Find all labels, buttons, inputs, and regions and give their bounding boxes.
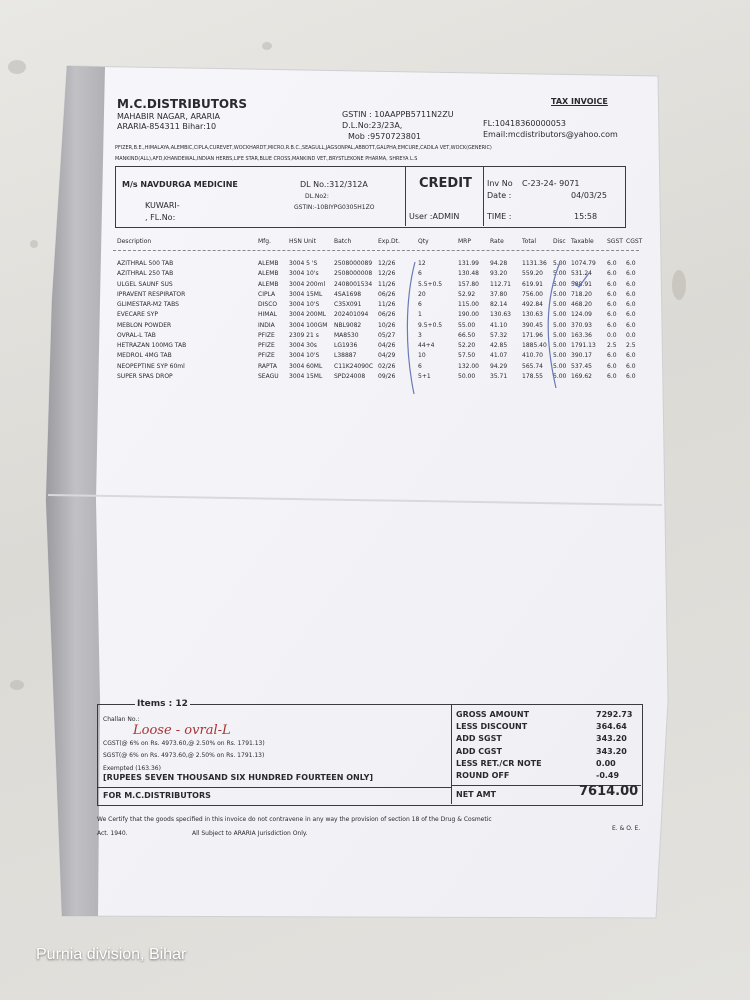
col-batch: 202401094: [334, 311, 369, 319]
col-rate: 82.14: [490, 301, 508, 308]
col-mrp: 66.50: [458, 331, 476, 339]
col-taxable: 468.20: [571, 301, 592, 308]
col-qty: 1: [418, 311, 422, 319]
col-mfg: PFIZE: [258, 342, 275, 349]
col-total: 1885.40: [522, 342, 547, 349]
col-qty: 12: [418, 260, 426, 267]
time-label: TIME :: [487, 212, 512, 221]
company-name: M.C.DISTRIBUTORS: [117, 97, 247, 111]
col-batch: C11K24090C: [334, 362, 374, 370]
col-mfg: ALEMB: [258, 270, 279, 278]
total-label: LESS RET./CR NOTE: [456, 758, 542, 768]
col-disc: 5.00: [553, 362, 567, 370]
col-total: 410.70: [522, 352, 543, 360]
cgst-breakdown: CGST(@ 6% on Rs. 4973.60,@ 2.50% on Rs. 1791.13): [103, 740, 265, 747]
col-disc: 5.00: [553, 260, 567, 267]
col-taxable: 531.24: [571, 270, 592, 278]
col-mfg: RAPTA: [258, 362, 277, 370]
total-value: 7292.73: [596, 710, 633, 719]
col-disc: 5.00: [553, 311, 567, 319]
total-value: -0.49: [596, 771, 620, 780]
col-disc: 5.00: [553, 301, 567, 308]
col-expiry: 12/26: [378, 270, 396, 278]
col-rate: 94.29: [490, 362, 508, 370]
net-amount-label: NET AMT: [456, 790, 497, 799]
column-header-mfg: Mfg.: [258, 238, 272, 245]
col-hsn: 3004 200ml: [289, 280, 326, 288]
total-value: 343.20: [596, 734, 627, 744]
col-disc: 5.00: [553, 280, 567, 288]
col-total: 171.96: [522, 331, 543, 339]
col-batch: 2508000089: [334, 260, 373, 267]
col-disc: 5.00: [553, 352, 567, 360]
photo-caption: Purnia division, Bihar: [36, 946, 187, 963]
col-batch: SPD24008: [334, 372, 366, 380]
col-taxable: 169.62: [571, 372, 592, 380]
payment-mode: CREDIT: [419, 176, 472, 191]
party-dl2: DL.No2:: [305, 193, 329, 200]
col-description: MEBLON POWDER: [117, 321, 172, 329]
col-qty: 9.5+0.5: [418, 321, 443, 329]
col-disc: 5.00: [553, 321, 567, 329]
col-cgst: 6.0: [626, 362, 636, 370]
date-label: Date :: [487, 191, 512, 200]
sgst-breakdown: SGST(@ 6% on Rs. 4973.60,@ 2.50% on Rs. 1791.13): [103, 752, 265, 759]
col-taxable: 718.20: [571, 290, 592, 298]
col-hsn: 3004 200ML: [289, 311, 327, 319]
col-expiry: 11/26: [378, 280, 396, 288]
col-total: 492.84: [522, 301, 543, 308]
exempted-amount: Exempted (163.36): [103, 765, 161, 772]
col-mfg: ALEMB: [258, 260, 279, 267]
col-mfg: INDIA: [258, 321, 275, 329]
total-label: LESS DISCOUNT: [456, 722, 528, 732]
for-company: FOR M.C.DISTRIBUTORS: [103, 791, 211, 800]
col-mfg: PFIZE: [258, 352, 275, 360]
col-total: 565.74: [522, 362, 543, 370]
column-header-sgst: SGST: [607, 238, 623, 245]
col-expiry: 04/29: [378, 352, 396, 360]
col-rate: 35.71: [490, 372, 508, 380]
col-mrp: 131.99: [458, 260, 479, 267]
col-taxable: 1074.79: [571, 260, 596, 267]
col-total: 390.45: [522, 321, 543, 329]
col-description: ULGEL SAUNF SUS: [117, 280, 173, 288]
column-header-cgst: CGST: [626, 238, 643, 245]
col-expiry: 02/26: [378, 362, 396, 370]
col-sgst: 6.0: [607, 362, 617, 370]
col-batch: L38887: [334, 352, 357, 360]
col-mfg: SEAGU: [258, 372, 279, 380]
col-description: AZITHRAL 250 TAB: [117, 270, 174, 278]
col-cgst: 6.0: [626, 270, 636, 278]
col-cgst: 6.0: [626, 260, 636, 267]
col-expiry: 11/26: [378, 301, 396, 308]
col-description: NEOPEPTINE SYP 60ml: [117, 362, 185, 370]
party-gstin: GSTIN:-10BIYPG0305H1ZO: [294, 204, 375, 211]
brand-list: MANKIND(ALL),AFD,KHANDEWAL,INDIAN HERBS,LIFE STAR,BLUE CROSS,MANKIND VET.,BRYSTLEKONE PHARMA, SHREYA L.S: [115, 156, 418, 162]
col-sgst: 0.0: [607, 331, 617, 339]
col-mrp: 55.00: [458, 321, 476, 329]
col-mfg: ALEMB: [258, 280, 279, 288]
eoe-text: E. & O. E.: [612, 825, 641, 832]
col-sgst: 6.0: [607, 260, 617, 267]
company-email: Email:mcdistributors@yahoo.com: [483, 130, 618, 139]
col-expiry: 06/26: [378, 311, 396, 319]
col-sgst: 6.0: [607, 301, 617, 308]
col-total: 756.00: [522, 290, 543, 298]
amount-in-words: [RUPEES SEVEN THOUSAND SIX HUNDRED FOURTEEN ONLY]: [103, 773, 374, 782]
col-mrp: 132.00: [458, 362, 479, 370]
col-mrp: 130.48: [458, 270, 479, 278]
total-value: 343.20: [596, 746, 627, 756]
column-header-disc: Disc: [553, 238, 566, 245]
handwritten-note: Loose - ovral-L: [133, 723, 231, 738]
column-header-batch: Batch: [334, 238, 352, 245]
col-sgst: 6.0: [607, 311, 617, 319]
col-hsn: 3004 10'S: [289, 352, 320, 360]
company-address: ARARIA-854311 Bihar:10: [117, 122, 217, 131]
party-place: KUWARI-: [145, 201, 180, 210]
col-description: GLIMESTAR-M2 TABS: [117, 301, 179, 308]
col-taxable: 163.36: [571, 331, 592, 339]
col-qty: 10: [418, 352, 426, 360]
col-disc: 5.00: [553, 290, 567, 298]
total-label: ADD CGST: [456, 746, 502, 756]
col-qty: 5.5+0.5: [418, 280, 443, 288]
col-taxable: 1791.13: [571, 342, 596, 349]
column-header-rate: Rate: [490, 238, 504, 245]
company-gstin: GSTIN : 10AAPPB5711N2ZU: [342, 110, 454, 119]
col-hsn: 3004 100GM: [289, 321, 328, 329]
certification-text: Act. 1940.: [97, 830, 128, 837]
col-rate: 37.80: [490, 290, 508, 298]
col-mrp: 157.80: [458, 280, 479, 288]
col-mrp: 50.00: [458, 372, 476, 380]
col-batch: 4SA1698: [334, 290, 362, 298]
col-mfg: PFIZE: [258, 331, 275, 339]
col-hsn: 3004 10'S: [289, 301, 320, 308]
total-label: GROSS AMOUNT: [456, 710, 530, 719]
col-mrp: 190.00: [458, 311, 479, 319]
company-fl: FL:10418360000053: [483, 119, 567, 128]
col-cgst: 6.0: [626, 352, 636, 360]
column-header-mrp: MRP: [458, 238, 471, 245]
company-mobile: Mob :9570723801: [348, 132, 422, 141]
col-qty: 5+1: [418, 372, 431, 380]
col-disc: 5.00: [553, 372, 567, 380]
col-hsn: 3004 30s: [289, 342, 317, 349]
col-total: 130.63: [522, 311, 543, 319]
col-description: SUPER SPAS DROP: [117, 372, 173, 380]
col-batch: LG1936: [334, 342, 358, 349]
col-description: MEDROL 4MG TAB: [117, 352, 172, 360]
col-rate: 42.85: [490, 342, 508, 349]
column-header-hsn: HSN Unit: [289, 238, 316, 245]
col-taxable: 588.91: [571, 280, 592, 288]
col-batch: 2508000008: [334, 270, 373, 278]
col-expiry: 12/26: [378, 260, 396, 267]
col-cgst: 6.0: [626, 372, 636, 380]
items-count: Items : 12: [137, 699, 188, 709]
col-sgst: 6.0: [607, 352, 617, 360]
total-value: 364.64: [596, 722, 627, 732]
challan-no: Challan No.:: [103, 716, 140, 723]
total-label: ADD SGST: [456, 734, 502, 744]
col-mfg: DISCO: [258, 301, 278, 308]
col-qty: 20: [418, 290, 426, 298]
col-cgst: 6.0: [626, 301, 636, 308]
column-header-taxable: Taxable: [571, 238, 594, 245]
col-hsn: 3004 15ML: [289, 372, 323, 380]
col-cgst: 6.0: [626, 280, 636, 288]
col-expiry: 06/26: [378, 290, 396, 298]
party-dl: DL No.:312/312A: [300, 180, 368, 189]
col-mfg: HIMAL: [258, 311, 277, 319]
col-rate: 93.20: [490, 270, 508, 278]
invoice-no: C-23-24- 9071: [522, 179, 580, 188]
col-description: HETRAZAN 100MG TAB: [117, 342, 187, 349]
col-expiry: 10/26: [378, 321, 396, 329]
document-type: TAX INVOICE: [551, 97, 608, 106]
col-mrp: 52.20: [458, 342, 476, 349]
col-hsn: 3004 60ML: [289, 362, 323, 370]
col-description: EVECARE SYP: [117, 311, 158, 319]
col-total: 1131.36: [522, 260, 547, 267]
column-header-qty: Qty: [418, 238, 429, 245]
col-rate: 112.71: [490, 280, 511, 288]
col-qty: 6: [418, 362, 422, 370]
col-qty: 44+4: [418, 342, 435, 349]
col-batch: MA8530: [334, 331, 359, 339]
col-mrp: 115.00: [458, 301, 479, 308]
col-cgst: 6.0: [626, 321, 636, 329]
col-cgst: 2.5: [626, 342, 636, 349]
net-amount-value: 7614.00: [579, 784, 639, 799]
col-disc: 5.00: [553, 331, 567, 339]
col-expiry: 05/27: [378, 331, 396, 339]
invoice-date: 04/03/25: [571, 191, 607, 200]
jurisdiction-text: All Subject to ARARIA Jurisdiction Only.: [192, 830, 308, 837]
invoice-no-label: Inv No: [487, 179, 513, 188]
col-expiry: 04/26: [378, 342, 396, 349]
col-hsn: 2309 21 s: [289, 331, 319, 339]
col-expiry: 09/26: [378, 372, 396, 380]
col-batch: C35X091: [334, 301, 362, 308]
col-mrp: 52.92: [458, 290, 476, 298]
user-label: User :ADMIN: [409, 212, 460, 221]
col-total: 619.91: [522, 280, 543, 288]
company-address: MAHABIR NAGAR, ARARIA: [117, 112, 221, 121]
col-mrp: 57.50: [458, 352, 476, 360]
col-description: AZITHRAL 500 TAB: [117, 260, 174, 267]
certification-text: We Certify that the goods specified in this invoice do not contravene in any way the provision of section 18 of the Drug & Cosmetic: [97, 816, 492, 823]
col-rate: 94.28: [490, 260, 508, 267]
col-cgst: 6.0: [626, 311, 636, 319]
col-total: 178.55: [522, 372, 543, 380]
invoice-time: 15:58: [574, 212, 598, 221]
col-sgst: 6.0: [607, 270, 617, 278]
col-taxable: 537.45: [571, 362, 592, 370]
col-rate: 57.32: [490, 331, 508, 339]
total-value: 0.00: [596, 758, 616, 768]
col-description: IPRAVENT RESPIRATOR: [117, 290, 186, 298]
column-header-total: Total: [522, 238, 537, 245]
col-hsn: 3004 10's: [289, 270, 319, 278]
col-sgst: 6.0: [607, 290, 617, 298]
col-hsn: 3004 15ML: [289, 290, 323, 298]
total-label: ROUND OFF: [456, 771, 510, 780]
column-header-expiry: Exp.Dt.: [378, 238, 400, 245]
company-dl: D.L.No:23/23A,: [342, 121, 403, 130]
col-batch: 2408001534: [334, 280, 373, 288]
brand-list: PFIZER,B.E.,HIMALAYA,ALEMBIC,CIPLA,CUREVET,WOCKHARDT,MICRO,R.B.C.,SEAGULL,JAGSONPAL,ABBOTT,GALPHA,EMCURE,CADILA VET,WOCK(GENERIC): [115, 145, 492, 151]
party-name: M/s NAVDURGA MEDICINE: [122, 180, 238, 189]
col-hsn: 3004 5 'S: [289, 260, 318, 267]
col-qty: 3: [418, 331, 422, 339]
col-total: 559.20: [522, 270, 543, 278]
col-batch: NBL9082: [334, 321, 362, 329]
col-taxable: 370.93: [571, 321, 592, 329]
col-rate: 130.63: [490, 311, 511, 319]
col-taxable: 124.09: [571, 311, 592, 319]
col-mfg: CIPLA: [258, 290, 276, 298]
col-sgst: 6.0: [607, 372, 617, 380]
col-rate: 41.07: [490, 352, 508, 360]
column-header-description: Description: [117, 238, 152, 245]
col-disc: 5.00: [553, 342, 567, 349]
col-cgst: 0.0: [626, 331, 636, 339]
col-sgst: 6.0: [607, 321, 617, 329]
col-qty: 6: [418, 301, 422, 308]
party-fl: , FL.No:: [145, 213, 176, 222]
col-sgst: 2.5: [607, 342, 617, 349]
col-rate: 41.10: [490, 321, 508, 329]
col-description: OVRAL-L TAB: [117, 331, 156, 339]
col-disc: 5.00: [553, 270, 567, 278]
col-sgst: 6.0: [607, 280, 617, 288]
col-taxable: 390.17: [571, 352, 592, 360]
col-cgst: 6.0: [626, 290, 636, 298]
col-qty: 6: [418, 270, 422, 278]
